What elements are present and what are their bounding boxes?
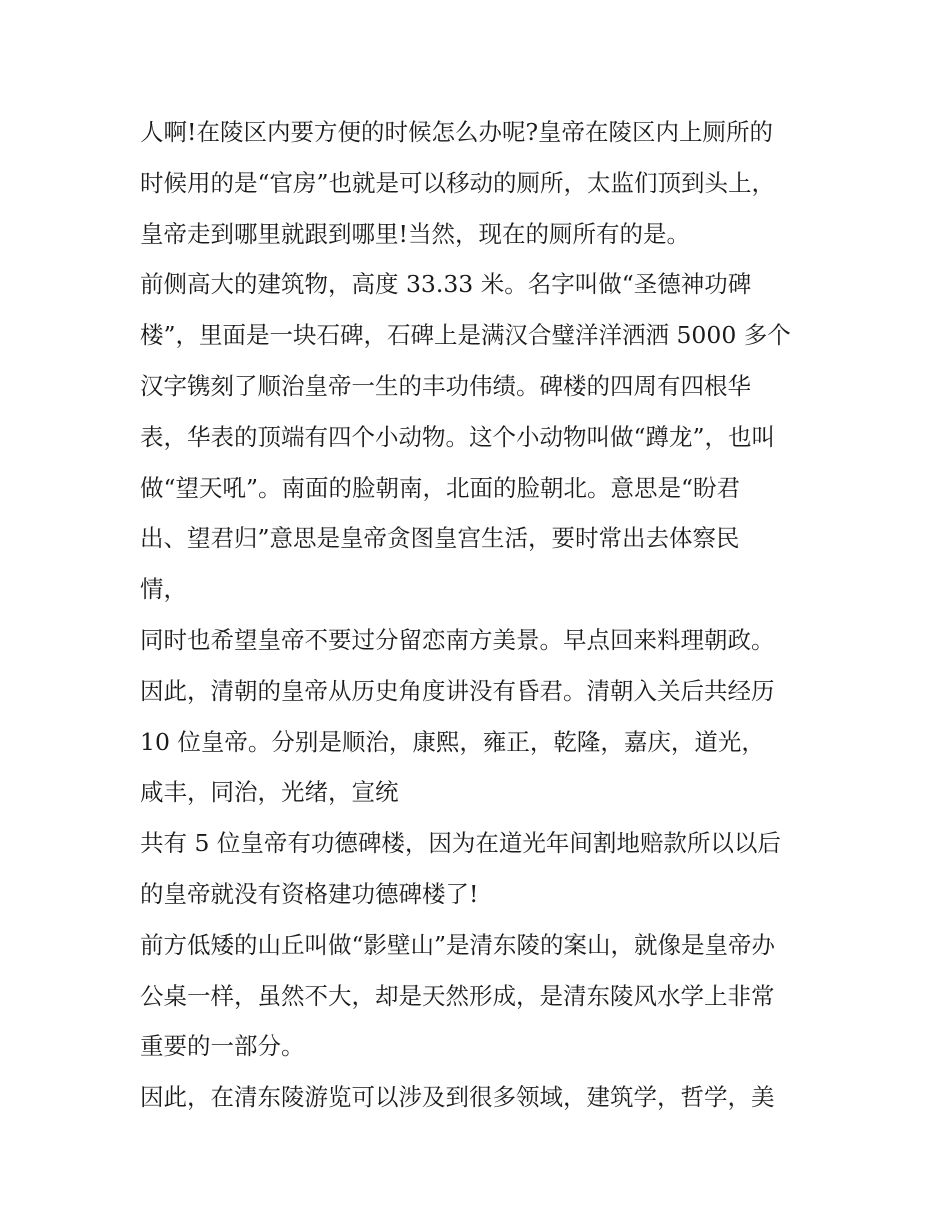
text-line: 咸丰，同治，光绪，宣统 (140, 778, 399, 807)
text-line: 因此，清朝的皇帝从历史角度讲没有昏君。清朝入关后共经历 (140, 676, 775, 705)
text-line: 人啊!在陵区内要方便的时候怎么办呢?皇帝在陵区内上厕所的 (140, 118, 774, 146)
text-line: 同时也希望皇帝不要过分留恋南方美景。早点回来料理朝政。 (140, 625, 775, 654)
text-line: 公桌一样，虽然不大，却是天然形成，是清东陵风水学上非常 (140, 981, 775, 1010)
text-line: 10 位皇帝。分别是顺治，康熙，雍正，乾隆，嘉庆，道光， (140, 727, 765, 756)
text-line: 出、望君归”意思是皇帝贪图皇宫生活，要时常出去体察民 (140, 524, 740, 553)
text-line: 时候用的是“官房”也就是可以移动的厕所，太监们顶到头上， (140, 168, 776, 197)
text-line: 汉字镌刻了顺治皇帝一生的丰功伟绩。碑楼的四周有四根华 (140, 371, 751, 400)
text-line: 楼”，里面是一块石碑，石碑上是满汉合璧洋洋洒洒 5000 多个 (140, 321, 791, 350)
text-line: 做“望天吼”。南面的脸朝南，北面的脸朝北。意思是“盼君 (140, 473, 741, 502)
text-line: 重要的一部分。 (140, 1032, 305, 1061)
text-line: 的皇帝就没有资格建功德碑楼了! (140, 879, 479, 908)
text-line: 前方低矮的山丘叫做“影壁山”是清东陵的案山，就像是皇帝办 (140, 930, 776, 959)
text-line: 共有 5 位皇帝有功德碑楼，因为在道光年间割地赔款所以以后 (140, 829, 781, 858)
text-line: 情， (140, 575, 187, 604)
text-line: 表，华表的顶端有四个小动物。这个小动物叫做“蹲龙”，也叫 (140, 422, 776, 451)
text-line: 因此，在清东陵游览可以涉及到很多领域，建筑学，哲学，美 (140, 1083, 775, 1112)
text-line: 皇帝走到哪里就跟到哪里!当然，现在的厕所有的是。 (140, 219, 690, 248)
text-line: 前侧高大的建筑物，高度 33.33 米。名字叫做“圣德神功碑 (140, 270, 752, 299)
body-text (140, 107, 830, 1123)
